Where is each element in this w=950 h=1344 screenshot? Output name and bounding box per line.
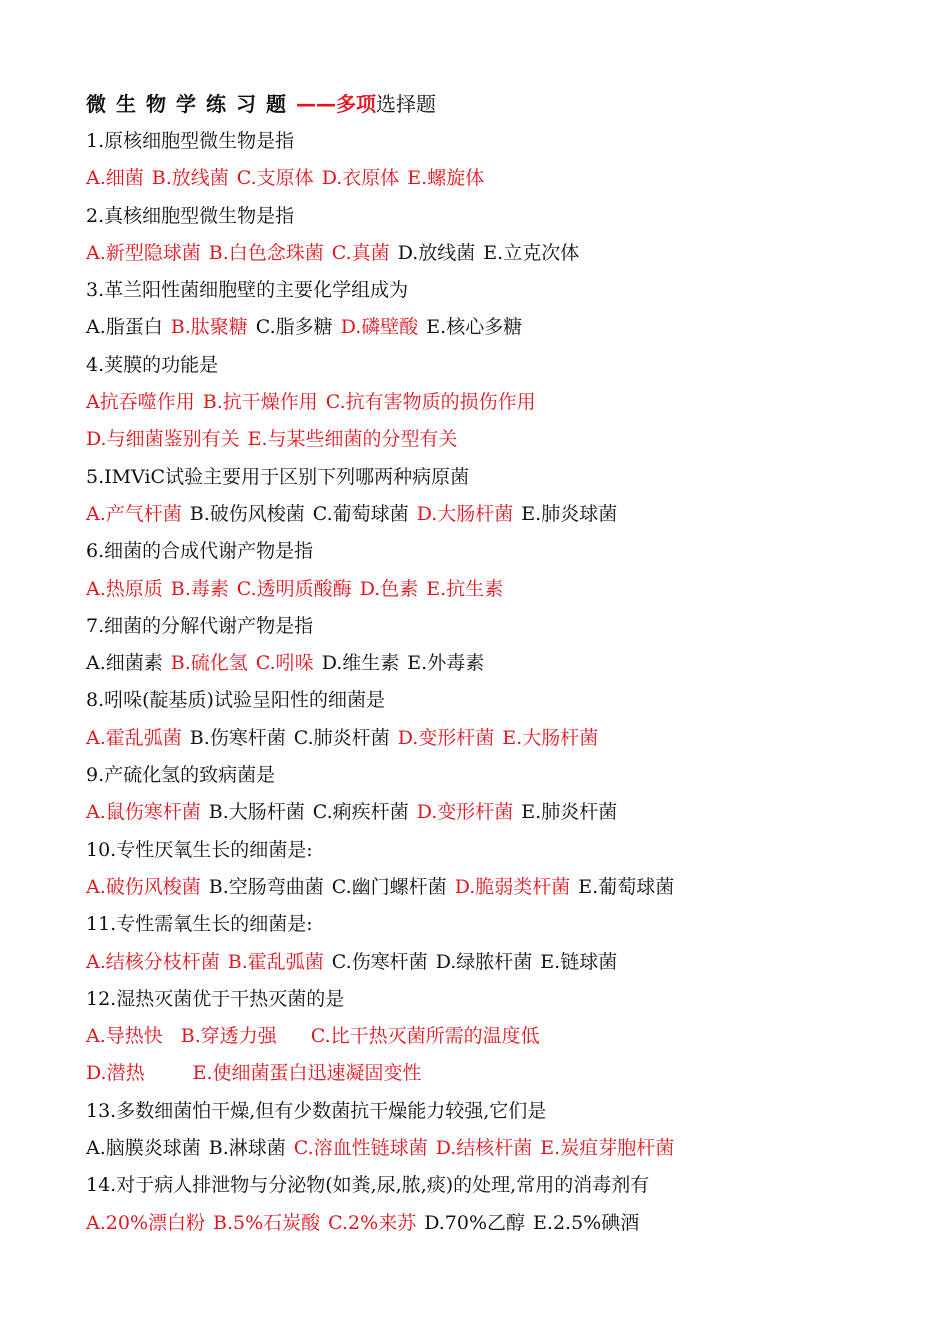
option-correct: C.抗有害物质的损伤作用 <box>325 391 536 414</box>
option-correct: C.真菌 <box>331 241 390 264</box>
option-correct: C.溶血性链球菌 <box>293 1137 428 1160</box>
option-line <box>86 309 886 346</box>
option-correct: E.与某些细菌的分型有关 <box>247 428 458 451</box>
option: D.绿脓杆菌 <box>435 950 533 973</box>
option-correct: B.硫化氢 <box>170 652 248 675</box>
question-text: 6.细菌的合成代谢产物是指 <box>86 540 314 563</box>
option-correct: E.炭疽芽胞杆菌 <box>540 1137 675 1160</box>
option-correct: B.白色念珠菌 <box>208 241 324 264</box>
question-text: 2.真核细胞型微生物是指 <box>86 204 295 227</box>
option-correct: D.潜热 <box>86 1062 145 1085</box>
option-line <box>86 235 886 272</box>
option-correct: A抗吞噬作用 <box>86 391 195 414</box>
option: E.立克次体 <box>483 241 580 264</box>
option-correct: A.破伤风梭菌 <box>86 875 201 898</box>
option-correct: B.放线菌 <box>151 167 229 190</box>
question-text: 10.专性厌氧生长的细菌是: <box>86 838 313 861</box>
option-correct: E.使细菌蛋白迅速凝固变性 <box>192 1062 422 1085</box>
option: C.幽门螺杆菌 <box>331 875 447 898</box>
option-correct: C.吲哚 <box>255 652 314 675</box>
option-line <box>86 421 886 458</box>
title-main: 微生物学练习题 <box>86 92 296 116</box>
option: E.肺炎杆菌 <box>521 801 618 824</box>
option-line <box>86 571 886 608</box>
option-correct: D.衣原体 <box>321 167 400 190</box>
option-correct: B.穿透力强 <box>180 1025 277 1048</box>
question-text: 14.对于病人排泄物与分泌物(如粪,尿,脓,痰)的处理,常用的消毒剂有 <box>86 1174 650 1197</box>
option-correct: E.抗生素 <box>426 577 504 600</box>
option: A.脑膜炎球菌 <box>86 1137 201 1160</box>
option: A.细菌素 <box>86 652 163 675</box>
title-suffix: 选择题 <box>376 92 436 116</box>
option: B.大肠杆菌 <box>208 801 305 824</box>
option-line <box>86 496 886 533</box>
option: C.葡萄球菌 <box>312 502 409 525</box>
option: E.核心多糖 <box>426 316 523 339</box>
option: D.维生素 <box>321 652 400 675</box>
option-correct: D.与细菌鉴别有关 <box>86 428 240 451</box>
option-correct: D.大肠杆菌 <box>416 502 514 525</box>
question-text: 3.革兰阳性菌细胞壁的主要化学组成为 <box>86 279 409 302</box>
option: B.破伤风梭菌 <box>189 502 305 525</box>
option-correct: B.毒素 <box>170 577 229 600</box>
option: A.脂蛋白 <box>86 316 163 339</box>
question-text: 4.荚膜的功能是 <box>86 353 219 376</box>
document-page <box>86 86 886 1242</box>
question-text: 11.专性需氧生长的细菌是: <box>86 913 313 936</box>
question-text: 8.吲哚(靛基质)试验呈阳性的细菌是 <box>86 689 385 712</box>
question-text: 13.多数细菌怕干燥,但有少数菌抗干燥能力较强,它们是 <box>86 1099 547 1122</box>
title-accent: ——多项 <box>296 92 376 116</box>
option-correct: B.抗干燥作用 <box>202 391 318 414</box>
option-correct: D.变形杆菌 <box>397 726 495 749</box>
option: E.肺炎球菌 <box>521 502 618 525</box>
page-title <box>86 86 886 123</box>
option-line <box>86 1205 886 1242</box>
option-line <box>86 869 886 906</box>
option: D.放线菌 <box>397 241 476 264</box>
option-correct: A.结核分枝杆菌 <box>86 950 220 973</box>
option-correct: C.比干热灭菌所需的温度低 <box>310 1025 540 1048</box>
option-correct: D.脆弱类杆菌 <box>454 875 571 898</box>
option: B.淋球菌 <box>208 1137 286 1160</box>
option-correct: D.变形杆菌 <box>416 801 514 824</box>
question-text: 1.原核细胞型微生物是指 <box>86 130 295 152</box>
option-line <box>86 944 886 981</box>
option: C.伤寒杆菌 <box>331 950 428 973</box>
option-correct: A.细菌 <box>86 167 144 190</box>
option-correct: A.热原质 <box>86 577 163 600</box>
option-correct: C.透明质酸酶 <box>236 577 352 600</box>
option-correct: A.导热快 <box>86 1025 163 1048</box>
option-line <box>86 645 886 682</box>
option-line <box>86 720 886 757</box>
option: E.外毒素 <box>407 652 485 675</box>
option: E.链球菌 <box>540 950 618 973</box>
option-correct: E.螺旋体 <box>407 167 485 190</box>
option-correct: A.新型隐球菌 <box>86 241 201 264</box>
question-text: 9.产硫化氢的致病菌是 <box>86 764 276 787</box>
option: C.脂多糖 <box>255 316 333 339</box>
option-line <box>86 1018 886 1055</box>
question-text: 12.湿热灭菌优于干热灭菌的是 <box>86 987 345 1010</box>
option-correct: B.肽聚糖 <box>170 316 248 339</box>
option-correct: C.2%来苏 <box>328 1211 417 1234</box>
option-line <box>86 794 886 831</box>
option-line <box>86 384 886 421</box>
option-correct: B.霍乱弧菌 <box>227 950 324 973</box>
option-correct: E.大肠杆菌 <box>502 726 599 749</box>
option: B.伤寒杆菌 <box>189 726 286 749</box>
option: C.肺炎杆菌 <box>293 726 390 749</box>
option-correct: C.支原体 <box>236 167 314 190</box>
option-line <box>86 1130 886 1167</box>
option-correct: D.磷壁酸 <box>340 316 419 339</box>
option-correct: D.结核杆菌 <box>435 1137 533 1160</box>
option-line <box>86 1055 886 1092</box>
option-correct: D.色素 <box>359 577 419 600</box>
option-correct: A.鼠伤寒杆菌 <box>86 801 201 824</box>
question-text: 5.IMViC试验主要用于区别下列哪两种病原菌 <box>86 465 470 488</box>
option-correct: A.霍乱弧菌 <box>86 726 182 749</box>
option: B.空肠弯曲菌 <box>208 875 324 898</box>
option: E.2.5%碘酒 <box>533 1211 640 1234</box>
question-list <box>86 123 886 1242</box>
option: D.70%乙醇 <box>424 1211 526 1234</box>
option-correct: A.产气杆菌 <box>86 502 182 525</box>
option-correct: B.5%石炭酸 <box>213 1211 321 1234</box>
option-correct: A.20%漂白粉 <box>86 1211 205 1234</box>
option: E.葡萄球菌 <box>578 875 675 898</box>
question-text: 7.细菌的分解代谢产物是指 <box>86 614 314 637</box>
option: C.痢疾杆菌 <box>312 801 409 824</box>
option-line <box>86 160 886 197</box>
